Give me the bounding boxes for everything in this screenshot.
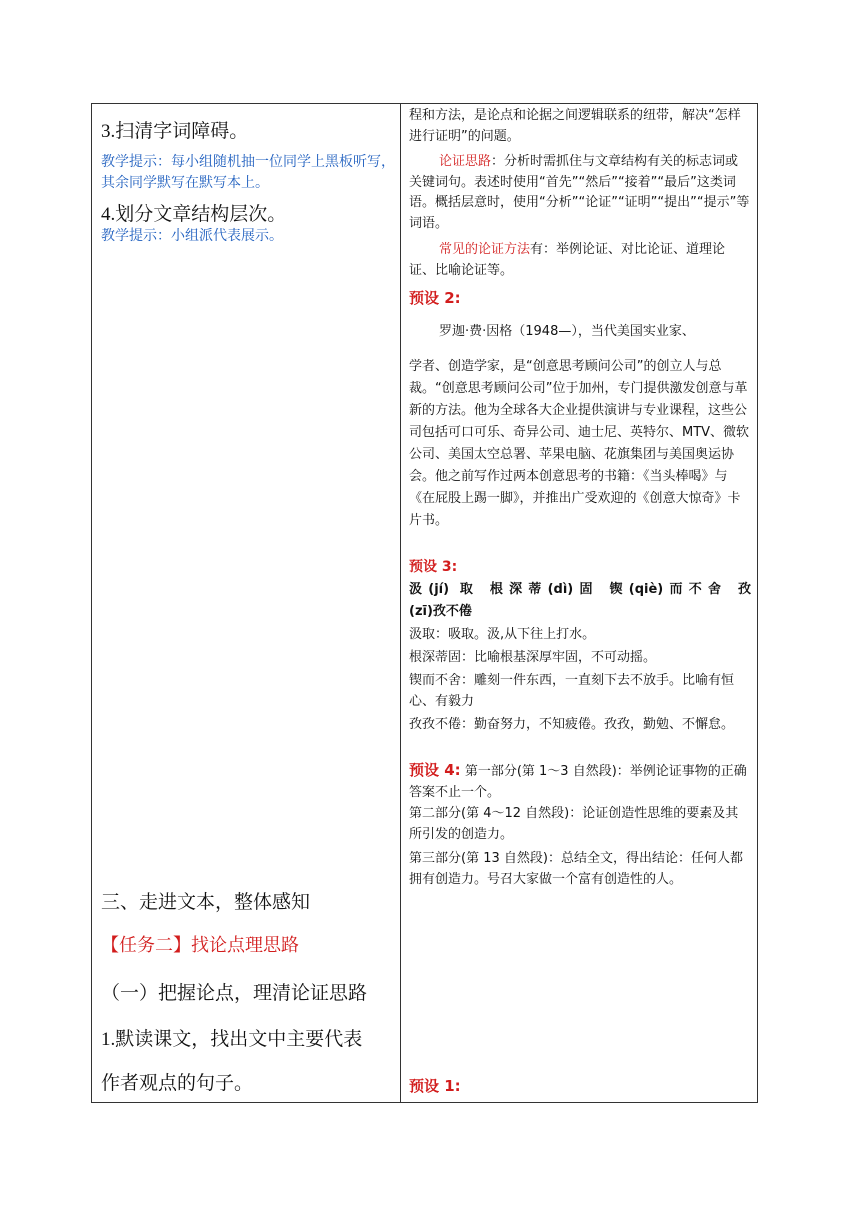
task-2-heading: 【任务二】找论点理思路: [101, 935, 299, 955]
preset-1-label: 预设 1:: [409, 1077, 461, 1095]
structure-part-1: 第一部分(第 1～3 自然段)：举例论证事物的正确答案不止一个。: [409, 764, 747, 800]
question-1-line-2: 作者观点的句子。: [101, 1073, 254, 1094]
definition-qieerbushe: 锲而不舍：雕刻一件东西，一直刻下去不放手。比喻有恒心、有毅力: [409, 673, 735, 709]
argument-methods-text: 有：举例论证、对比论证、道理论证、比喻论证等。: [409, 242, 726, 278]
definition-genshendigu: 根深蒂固：比喻根基深厚牢固，不可动摇。: [409, 650, 657, 665]
definition-jiqu: 汲取：吸取。汲,从下往上打水。: [409, 627, 596, 642]
preset-4-paragraph: [409, 760, 751, 803]
teaching-tip-2: 教学提示：小组派代表展示。: [101, 228, 283, 244]
vocab-line-1: 汲(jí) 取 根深蒂(dì)固 锲(qiè)而不舍 孜: [409, 582, 751, 597]
argument-logic-paragraph: [409, 152, 751, 234]
argument-methods-paragraph: [409, 240, 751, 281]
teaching-tip-1: 教学提示：每小组随机抽一位同学上黑板听写，其余同学默写在默写本上。: [101, 154, 395, 191]
vocab-line-2: (zī)孜不倦: [409, 604, 472, 619]
preset-2-label: 预设 2:: [409, 289, 461, 307]
argument-logic-text: ：分析时需抓住与文章结构有关的标志词或关键词句。表述时使用“首先”“然后”“接着”“最后”这类词语。概括层意时，使用“分析”“论证”“证明”“提出”“提示”等词语。: [409, 154, 750, 231]
argument-methods-label: 常见的论证方法: [439, 242, 531, 257]
author-bio-first-line: 罗迦·费·因格（1948—），当代美国实业家、: [439, 324, 695, 339]
step-3-heading: 3.扫清字词障碍。: [101, 121, 249, 142]
column-divider: [400, 103, 401, 1103]
definition-zizibujuan: 孜孜不倦：勤奋努力，不知疲倦。孜孜，勤勉、不懈怠。: [409, 717, 735, 732]
preset-4-label: 预设 4:: [409, 761, 461, 779]
preset-3-label: 预设 3:: [409, 559, 458, 575]
structure-part-2: 第二部分(第 4～12 自然段)：论证创造性思维的要素及其所引发的创造力。: [409, 806, 739, 842]
structure-part-3: 第三部分(第 13 自然段)：总结全文，得出结论：任何人都拥有创造力。号召大家做一个富有创造性的人。: [409, 851, 743, 887]
step-4-heading: 4.划分文章结构层次。: [101, 204, 287, 225]
question-1-line-1: 1.默读课文，找出文中主要代表: [101, 1029, 363, 1050]
argument-process-text: 程和方法，是论点和论据之间逻辑联系的纽带，解决“怎样进行证明”的问题。: [409, 108, 741, 144]
argument-logic-label: 论证思路: [439, 154, 492, 169]
subsection-1-heading: （一）把握论点，理清论证思路: [101, 983, 368, 1004]
section-3-heading: 三、走进文本，整体感知: [101, 892, 311, 913]
author-bio-text: 学者、创造学家，是“创意思考顾问公司”的创立人与总裁。“创意思考顾问公司”位于加州，专门提供激发创意与革新的方法。他为全球各大企业提供演讲与专业课程，这些公司包括可口可乐、奇异公司、迪士尼、英特尔、MTV、微软公司、美国太空总署、苹果电脑、花旗集团与美国奥运协会。他之前写作过两本创意思考的书籍：《当头棒喝》与《在屁股上踢一脚》，并推出广受欢迎的《创意大惊奇》卡片书。: [409, 359, 750, 528]
